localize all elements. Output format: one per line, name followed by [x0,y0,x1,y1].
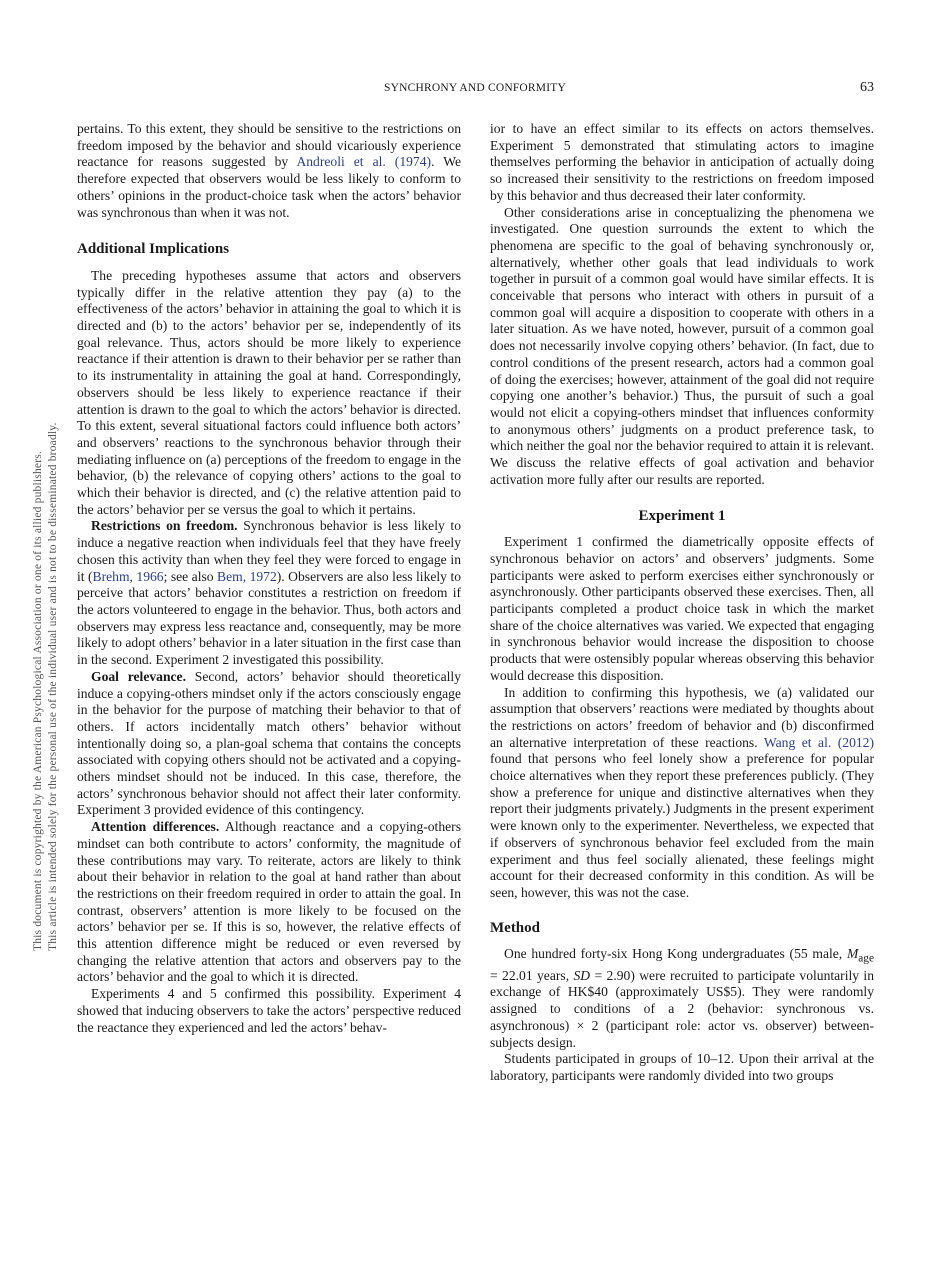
run-in-heading: Goal relevance. [91,668,186,684]
citation-link[interactable]: Wang et al. (2012) [763,734,874,750]
paragraph: ior to have an effect similar to its effects on actors themselves. Experiment 5 demonstrated that stimulating actors to imagine themselves performing the behavior in anticipation of actually doing so increased their sensitivity to the restrictions on freedom imposed by this behavior and thus decreased their later conformity. [490,121,874,203]
subscript: age [858,953,874,966]
left-column [77,121,461,1036]
text: Although reactance and a copying-others mindset can both contribute to actors’ conformity, the magnitude of these contributions may vary. To reiterate, actors are likely to think about their behavior in relation to the goal at hand rather than about the restrictions on their freedom required in order to attain the goal. In contrast, observers’ attention is more likely to be focused on the actors’ behavior per se. If this is so, however, the relative effects of this attention difference might be reduced or even reversed by changing the relative attention that actors and observers pay to the actors’ behavior and the goal to which it is directed. [77,819,461,985]
run-in-heading: Restrictions on freedom. [91,518,238,534]
text: ; see also [163,568,218,584]
citation-link[interactable]: Brehm, 1966 [92,568,164,584]
paragraph: Experiments 4 and 5 confirmed this possibility. Experiment 4 showed that inducing observers to take the actors’ perspective reduced the reactance they experienced and led the actors’ behav- [77,986,461,1035]
text: Second, actors’ behavior should theoretically induce a copying-others mindset only if the actors consciously engage in the behavior for the purpose of matching their behavior to that of others. If actors incidentally match others’ behavior without intentionally doing so, a plan-goal schema that contains the concepts associated with copying others should not be activated and a copying-others mindset should not be induced. In this case, therefore, the actors’ synchronous behavior should not affect their later conformity. Experiment 3 provided evidence of this contingency. [77,668,461,818]
text: pertains. To this extent, they should be sensitive to the restrictions on freedom imposed by the behavior and should vicariously experience reactance for reasons suggested by [77,121,461,170]
section-heading: Method [490,919,540,936]
text: found that persons who feel lonely show a preference for popular choice alternatives when they report these preferences publicly. (They show a preference for unique and distinctive alternatives when they report their judgments privately.) Judgments in the present experiment were known only to the experimenter. Nevertheless, we expected that if observers of synchronous behavior feel excluded from the main experiment and thus feel socially alienated, these feelings might account for their decreased conformity in this condition. As will be seen, however, this was not the case. [490,751,874,900]
section-heading: Experiment 1 [638,508,726,525]
right-column [490,121,874,1085]
citation-link[interactable]: Andreoli et al. (1974) [296,154,432,170]
paragraph [77,121,461,221]
paragraph [490,946,874,1051]
text: = 22.01 years, [490,967,574,983]
run-in-heading: Attention differences. [91,819,220,835]
paragraph: Experiment 1 confirmed the diametrically opposite effects of synchronous behavior on actors’ and observers’ judgments. Some participants were asked to perform exercises either synchronously or asynchronously. Other participants observed these exercises. Then, all participants completed a product choice task in which the market share of the choice alternatives was varied. We expected that engaging in synchronous behavior would increase the disposition to choose products that were ostensibly popular whereas observing this behavior would decrease this disposition. [490,534,874,683]
section-heading: Additional Implications [77,241,230,258]
italic-symbol: SD [573,967,591,983]
copyright-side-note [14,100,59,960]
side-note-line-1: This document is copyrighted by the American Psychological Association or one of its allied publishers. [32,450,44,951]
italic-symbol: M [846,946,859,962]
text: . We therefore expected that observers would be less likely to conform to others’ opinions in the product-choice task when the actors’ behavior was synchronous than when it was not. [77,154,462,220]
paragraph [490,685,874,902]
text: One hundred forty-six Hong Kong undergraduates (55 male, [504,946,847,962]
running-head: SYNCHRONY AND CONFORMITY [383,82,566,94]
paragraph: The preceding hypotheses assume that actors and observers typically differ in the relative attention they pay (a) to the effectiveness of the actors’ behavior in attaining the goal to which it is directed and (b) to the actors’ behavior per se, independently of its goal relevance. Thus, actors should be more likely to experience reactance if their attention is drawn to their behavior per se rather than to its instrumentality in attaining the goal at hand. Correspondingly, observers should be less likely to experience reactance if their attention is drawn to the goal to which the actors’ behavior is directed. To this extent, several situational factors could influence both actors’ and observers’ reactions to the synchronous behavior through their mediating influence on (a) perceptions of the freedom to engage in the behavior, (b) the relevance of copying others’ actions to the goal to which their behavior is directed, and (c) the relative attention paid to the actors’ behavior per se versus the goal to which it pertains. [77,267,461,517]
page-number: 63 [860,80,874,95]
text: = 2.90) were recruited to participate voluntarily in exchange of HK$40 (approximately US$5). They were randomly assigned to conditions of a 2 (behavior: synchronous vs. asynchronous) × 2 (participant role: actor vs. observer) between-subjects design. [490,967,875,1050]
citation-link[interactable]: Bem, 1972 [217,568,277,584]
side-note-line-2: This article is intended solely for the personal use of the individual user and is not to be disseminated broadly. [47,422,59,951]
paragraph [77,518,461,668]
text: ). Observers are also less likely to perceive that actors’ behavior constitutes a restriction on freedom if the actors volunteered to engage in the behavior. Thus, both actors and observers may express less reactance and, consequently, may be more likely to adopt others’ behavior in a later situation in the first case than in the second. Experiment 2 investigated this possibility. [77,568,462,668]
paragraph [77,669,461,819]
paragraph: Students participated in groups of 10–12. Upon their arrival at the laboratory, participants were randomly divided into two groups [490,1051,874,1083]
paragraph: Other considerations arise in conceptualizing the phenomena we investigated. One question surrounds the extent to which the phenomena are specific to the goal of behaving synchronously or, alternatively, whether other goals that lead individuals to work together in pursuit of a common goal would have similar effects. It is conceivable that persons who interact with others in pursuit of a common goal will acquire a disposition to cooperate with others in a later situation. As we have noted, however, pursuit of a common goal does not necessarily involve copying others’ behavior. (In fact, due to control conditions of the present research, actors had a common goal of doing the exercises; however, attainment of the goal did not require copying one another’s behavior.) Thus, the pursuit of such a goal would not elicit a copying-others mindset that influences conformity to anonymous others’ judgments on a product preference task, to which neither the goal nor the behavior required to attain it is relevant. We discuss the relative effects of goal activation and behavior activation more fully after our results are reported. [490,204,874,487]
paragraph [77,819,461,986]
text: Synchronous behavior is less likely to induce a negative reaction when individuals feel that they have freely chosen this activity than when they feel they were forced to engage in it ( [77,518,461,584]
text: In addition to confirming this hypothesis, we (a) validated our assumption that observers’ reactions were mediated by thoughts about the restrictions on actors’ freedom of behavior and (b) disconfirmed an alternative interpretation of these reactions. [490,684,874,750]
